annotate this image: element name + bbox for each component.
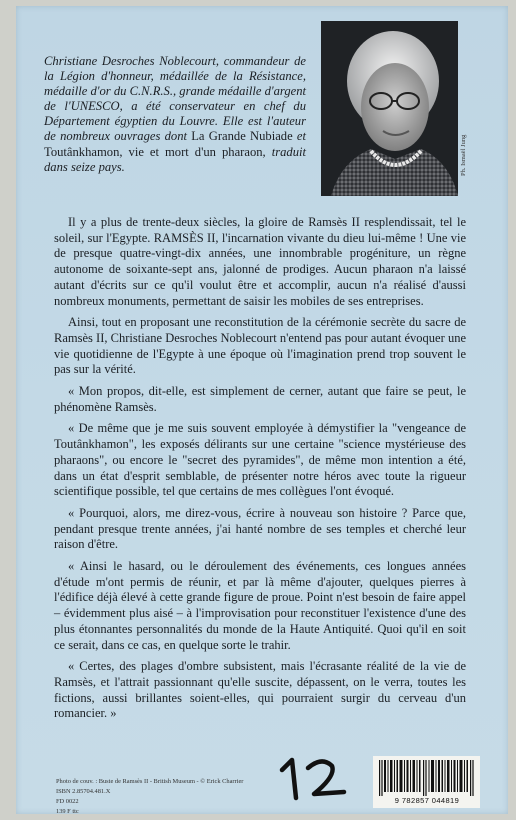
paragraph: « Certes, des plages d'ombre subsistent, mais l'écrasante réalité de la vie de Ramsès, et l'attrait passionnant qu'elle suscite, dépassent, on le verra, toutes les fictions, aussi brillantes soient-elles, qui pourraient surgir du cerveau d'un romancier. » <box>54 659 466 721</box>
catalog-code: FD 0022 <box>56 798 79 805</box>
paragraph: « Mon propos, dit-elle, est simplement de cerner, autant que faire se peut, le phénomène Ramsès. <box>54 384 466 414</box>
author-name: Christiane Desroches Noblecourt <box>44 54 216 68</box>
book-title-nubiade: La Grande Nubiade <box>191 129 293 144</box>
paragraph: « De même que je me suis souvent employée à démystifier la "vengeance de Toutânkhamon", les exposés délirants sur une certaine "science mystérieuse des pharaons", ou encore le "secret des pyramides", de même mon intention a été, dans un état d'esprit semblable, de présenter notre héros avec toute la rigueur scientifique possible, tel que certains de mes collègues l'ont évoqué. <box>54 421 466 499</box>
summary-text <box>54 215 466 728</box>
photo-credit: Ph. Ismaël Jung <box>460 134 467 176</box>
barcode-bars <box>379 760 475 796</box>
bio-text-part3: , traduit dans seize pays. <box>44 144 306 174</box>
handwritten-number <box>274 754 354 806</box>
barcode <box>373 756 480 808</box>
paragraph: « Ainsi le hasard, ou le déroulement des événements, ces longues années d'étude m'ont permis de réunir, et par là même d'ajouter, quelques pierres à l'édifice déjà élevé à cette grande figure de proue. Point n'est besoin de faire appel – évidemment plus aisé – à l'improvisation pour reconstituer l'existence d'une des plus étonnantes personnalités du monde de la Haute Antiquité. Quoi qu'il en soit ce serait, dans ce cas, en quelque sorte le trahir. <box>54 559 466 652</box>
barcode-digits: 9 782857 044819 <box>394 796 460 805</box>
author-photo <box>321 21 458 196</box>
back-cover <box>16 6 508 814</box>
paragraph: Ainsi, tout en proposant une reconstitution de la cérémonie secrète du sacre de Ramsès II, Christiane Desroches Noblecourt n'entend pas pour autant évoquer une vie quotidienne de l'Egypte à une époque où l'imagination prend trop souvent le pas sur la vérité. <box>54 315 466 377</box>
book-title-toutankhamon: Toutânkhamon, vie et mort d'un pharaon <box>44 144 263 159</box>
paragraph: « Pourquoi, alors, me direz-vous, écrire à nouveau son histoire ? Parce que, pendant presque trente années, j'ai hanté nombre de ses temples et cherché leur raison d'être. <box>54 505 466 552</box>
isbn: ISBN 2.85704.481.X <box>56 788 111 795</box>
price: 139 F ttc <box>56 808 79 815</box>
bio-text-part1: , commandeur de la Légion d'honneur, médaillée de la Résistance, médaille d'or du C.N.R.S., grande médaille d'argent de l'UNESCO, a été conservateur en chef du Département égyptien du Louvre. Elle est l'auteur de nombreux ouvrages dont <box>44 54 307 144</box>
paragraph: Il y a plus de trente-deux siècles, la gloire de Ramsès II resplendissait, tel le soleil, sur l'Egypte. RAMSÈS II, l'incarnation vivante du dieu lui-même ! Une vie de presque quatre-vingt-dix années, une innombrable progéniture, un règne autonome de soixante-sept ans, jalonné de prodiges. Aucun pharaon n'a laissé autant d'écrits sur ce qu'il voulut être et accomplir, aucun n'a réalisé d'aussi nombreux monuments, permettant de saisir les mobiles de ses entreprises. <box>54 215 466 308</box>
publication-info <box>56 777 243 817</box>
author-bio <box>44 54 306 175</box>
cover-photo-credit: Photo de couv. : Buste de Ramsès II - British Museum - © Erick Charrier <box>56 778 244 785</box>
bio-text-part2: et <box>292 129 306 144</box>
